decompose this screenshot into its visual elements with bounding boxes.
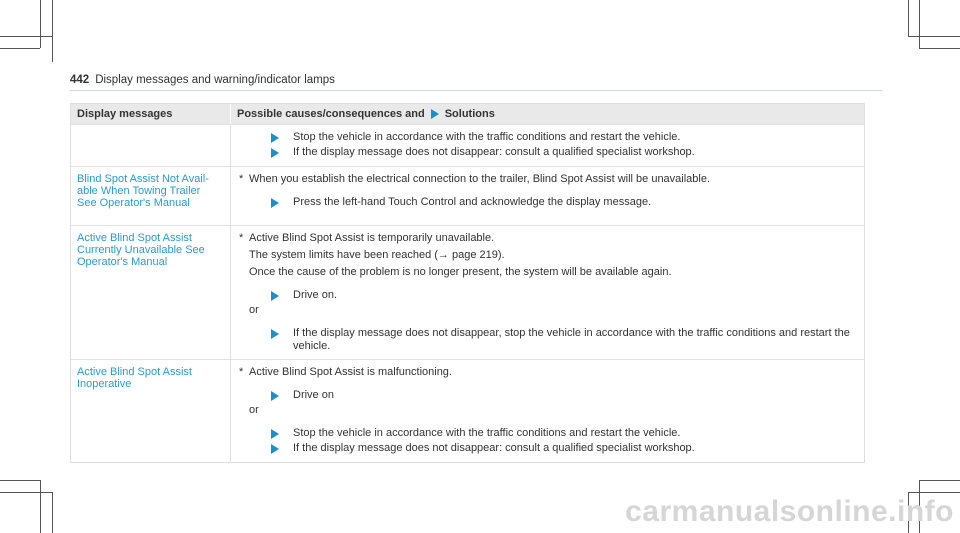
step-text: Stop the vehicle in accordance with the traffic conditions and restart the vehicle. (293, 131, 681, 143)
step-text: Stop the vehicle in accordance with the traffic conditions and restart the vehicle. (293, 427, 681, 439)
header-rule (70, 90, 882, 91)
solution-cell (231, 226, 864, 359)
reference-text (239, 249, 856, 262)
cause-text (239, 232, 856, 245)
or-text: or (249, 304, 259, 316)
solution-cell (231, 125, 864, 166)
cause-sentence: Active Blind Spot Assist is temporarily unavailable. (249, 232, 495, 244)
step-text: If the display message does not disappear, stop the vehicle in accordance with the traffic conditions and restart the vehicle. (293, 327, 850, 352)
running-header (70, 74, 335, 86)
cause-text (239, 173, 856, 186)
crop-mark (40, 480, 41, 533)
step-item (239, 146, 856, 159)
step-text: Drive on (293, 389, 334, 401)
cause-sentence: When you establish the electrical connection to the trailer, Blind Spot Assist will be unavailable. (249, 173, 711, 185)
crop-mark (919, 480, 960, 481)
crop-mark (52, 0, 53, 62)
arrow-right-icon (271, 329, 279, 339)
crop-mark (0, 36, 52, 37)
step-item (239, 327, 856, 353)
message-cell: Active Blind Spot Assist Currently Unavailable See Operator's Manual (71, 226, 231, 359)
crop-mark (908, 0, 909, 36)
solution-cell (231, 360, 864, 462)
solution-cell (231, 167, 864, 225)
step-text: If the display message does not disappear: consult a qualified specialist workshop. (293, 442, 695, 454)
arrow-right-icon (271, 444, 279, 454)
step-item (239, 289, 856, 302)
col-causes-solutions (231, 104, 864, 124)
watermark: carmanualsonline.info (625, 495, 954, 528)
col2-header-solutions: Solutions (444, 108, 495, 120)
step-item (239, 131, 856, 144)
cause-sentence: Active Blind Spot Assist is malfunctioning. (249, 366, 452, 378)
table-row (71, 225, 864, 359)
arrow-right-icon (271, 429, 279, 439)
or-text: or (249, 404, 259, 416)
step-text: If the display message does not disappear: consult a qualified specialist workshop. (293, 146, 695, 158)
page-ref-arrow-icon: → (437, 249, 449, 261)
arrow-right-icon (271, 291, 279, 301)
page-number: 442 (70, 74, 90, 86)
arrow-right-icon (271, 198, 279, 208)
crop-mark (919, 48, 960, 49)
info-text: Once the cause of the problem is no longer present, the system will be available again. (249, 266, 672, 278)
page-ref-link[interactable]: page 219). (448, 249, 505, 261)
crop-mark (919, 0, 920, 48)
table-row (71, 166, 864, 225)
crop-mark (908, 36, 960, 37)
step-text: Drive on. (293, 289, 338, 301)
arrow-right-icon (271, 148, 279, 158)
table-row (71, 359, 864, 462)
arrow-right-icon (271, 391, 279, 401)
table-header (71, 104, 864, 124)
table-row (71, 124, 864, 166)
message-cell (71, 125, 231, 166)
arrow-right-icon (271, 133, 279, 143)
section-title: Display messages and warning/indicator lamps (95, 74, 335, 86)
crop-mark (52, 492, 53, 533)
step-item (239, 196, 856, 209)
step-item (239, 427, 856, 440)
messages-table (70, 103, 865, 463)
crop-mark (908, 492, 960, 493)
step-item (239, 442, 856, 455)
col2-header-text: Possible causes/consequences and (237, 108, 425, 120)
message-cell: Blind Spot Assist Not Avail-able When Towing Trailer See Operator's Manual (71, 167, 231, 225)
crop-mark (40, 0, 41, 48)
crop-mark (0, 48, 40, 49)
reference-prefix: The system limits have been reached ( (249, 249, 438, 261)
cause-text (239, 366, 856, 379)
crop-mark (0, 492, 52, 493)
arrow-right-icon (431, 109, 439, 119)
footnote-star: * (239, 232, 244, 244)
footnote-star: * (239, 173, 244, 185)
step-item (239, 389, 856, 402)
footnote-star: * (239, 366, 244, 378)
col-display-messages: Display messages (71, 104, 231, 124)
crop-mark (0, 480, 40, 481)
step-text: Press the left-hand Touch Control and acknowledge the display message. (293, 196, 652, 208)
message-cell: Active Blind Spot Assist Inoperative (71, 360, 231, 462)
